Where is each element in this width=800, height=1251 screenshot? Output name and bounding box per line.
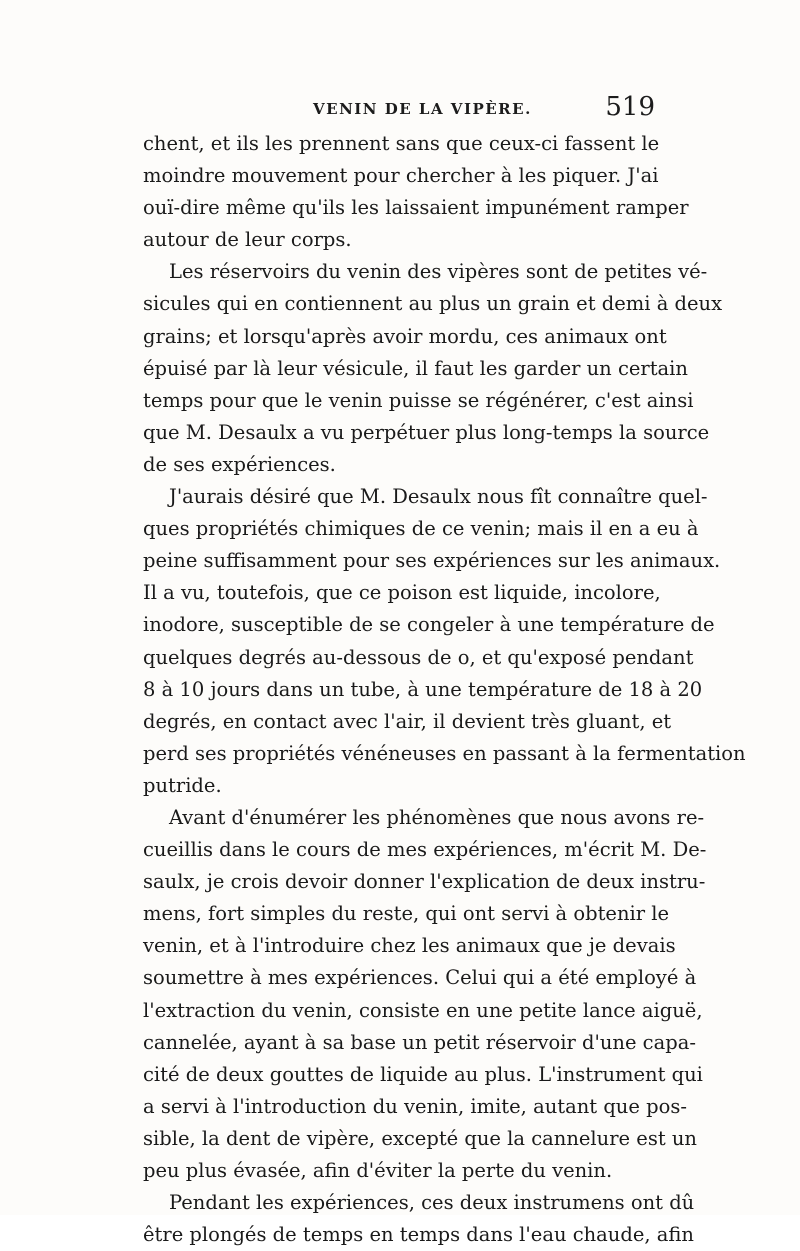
- text-line: degrés, en contact avec l'air, il devient très gluant, et: [143, 709, 672, 733]
- text-line: J'aurais désiré que M. Desaulx nous fît connaître quel-: [169, 485, 708, 509]
- text-line: Il a vu, toutefois, que ce poison est liquide, incolore,: [143, 581, 661, 605]
- text-line: Pendant les expériences, ces deux instrumens ont dû: [169, 1191, 695, 1215]
- text-line: cueillis dans le cours de mes expériences, m'écrit M. De-: [143, 838, 707, 862]
- text-line: chent, et ils les prennent sans que ceux-ci fassent le: [143, 132, 660, 155]
- body-text: [143, 128, 746, 1251]
- running-head: VENIN DE LA VIPÈRE.: [313, 100, 532, 118]
- page-number: 519: [605, 92, 655, 122]
- text-line: de ses expériences.: [143, 452, 336, 476]
- text-line: temps pour que le venin puisse se régénérer, c'est ainsi: [143, 388, 694, 412]
- text-line: l'extraction du venin, consiste en une petite lance aiguë,: [143, 998, 703, 1022]
- text-line: cité de deux gouttes de liquide au plus. L'instrument qui: [143, 1062, 703, 1086]
- text-line: 8 à 10 jours dans un tube, à une température de 18 à 20: [143, 677, 703, 701]
- text-line: grains; et lorsqu'après avoir mordu, ces animaux ont: [143, 324, 667, 348]
- text-line: sicules qui en contiennent au plus un grain et demi à deux: [143, 292, 723, 316]
- text-line: ques propriétés chimiques de ce venin; mais il en a eu à: [143, 517, 699, 541]
- text-line: perd ses propriétés vénéneuses en passant à la fermentation: [143, 741, 746, 765]
- text-line: épuisé par là leur vésicule, il faut les garder un certain: [143, 356, 688, 380]
- text-line: inodore, susceptible de se congeler à une température de: [143, 613, 715, 637]
- text-line: putride.: [143, 773, 222, 797]
- text-line: venin, et à l'introduire chez les animaux que je devais: [143, 934, 676, 958]
- text-line: mens, fort simples du reste, qui ont servi à obtenir le: [143, 902, 670, 926]
- text-line: peu plus évasée, afin d'éviter la perte du venin.: [143, 1159, 613, 1182]
- text-line: Les réservoirs du venin des vipères sont de petites vé-: [169, 260, 708, 284]
- text-line: autour de leur corps.: [143, 228, 352, 252]
- text-line: saulx, je crois devoir donner l'explication de deux instru-: [143, 870, 706, 894]
- text-line: que M. Desaulx a vu perpétuer plus long-temps la source: [143, 420, 710, 444]
- text-line: quelques degrés au-dessous de o, et qu'exposé pendant: [143, 645, 694, 669]
- text-line: cannelée, ayant à sa base un petit réservoir d'une capa-: [143, 1030, 696, 1054]
- text-line: Avant d'énumérer les phénomènes que nous avons re-: [169, 805, 705, 829]
- text-line: soumettre à mes expériences. Celui qui a été employé à: [143, 966, 697, 990]
- text-line: peine suffisamment pour ses expériences sur les animaux.: [143, 549, 721, 573]
- text-line: ouï-dire même qu'ils les laissaient impunément ramper: [143, 196, 689, 220]
- text-line: être plongés de temps en temps dans l'eau chaude, afin: [143, 1223, 694, 1247]
- page-header: [143, 92, 655, 128]
- text-line: a servi à l'introduction du venin, imite, autant que pos-: [143, 1094, 687, 1118]
- text-line: sible, la dent de vipère, excepté que la cannelure est un: [143, 1126, 697, 1150]
- text-line: moindre mouvement pour chercher à les piquer. J'ai: [143, 164, 659, 188]
